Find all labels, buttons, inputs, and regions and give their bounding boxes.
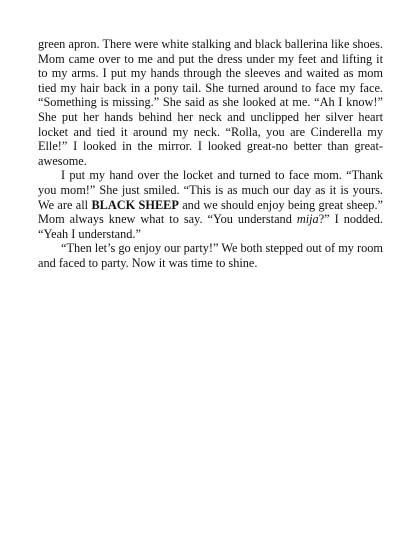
paragraph-2 xyxy=(38,168,383,241)
paragraph-1: green apron. There were white stalking and black ballerina like shoes. Mom came over to me and put the dress under my feet and lifting it to my arms. I put my hands through the sleeves and waited as mom tied my hair back in a pony tail. She turned around to face my face. “Something is missing.” She said as she looked at me. “Ah I know!” She put her hands behind her neck and unclipped her silver heart locket and tied it around my neck. “Rolla, you are Cinderella my Elle!” I looked in the mirror. I looked great-no better than great-awesome. xyxy=(38,37,383,168)
paragraph-2-text-a: I put my hand over the locket and turned to face mom. “Thank you mom!” She just smiled. “This is as much our day as it is yours. We are all xyxy=(38,168,383,212)
black-sheep-emphasis: BLACK SHEEP xyxy=(91,197,179,212)
paragraph-2-text-c: ?” I nodded. “Yeah I understand.” xyxy=(38,212,383,241)
paragraph-3: “Then let’s go enjoy our party!” We both stepped out of my room and faced to party. Now it was time to shine. xyxy=(38,241,383,270)
mija-emphasis: mija xyxy=(296,212,319,227)
body-text xyxy=(38,37,383,271)
paragraph-2-text-b: and we should enjoy being great sheep.” Mom always knew what to say. “You understand xyxy=(38,197,383,227)
